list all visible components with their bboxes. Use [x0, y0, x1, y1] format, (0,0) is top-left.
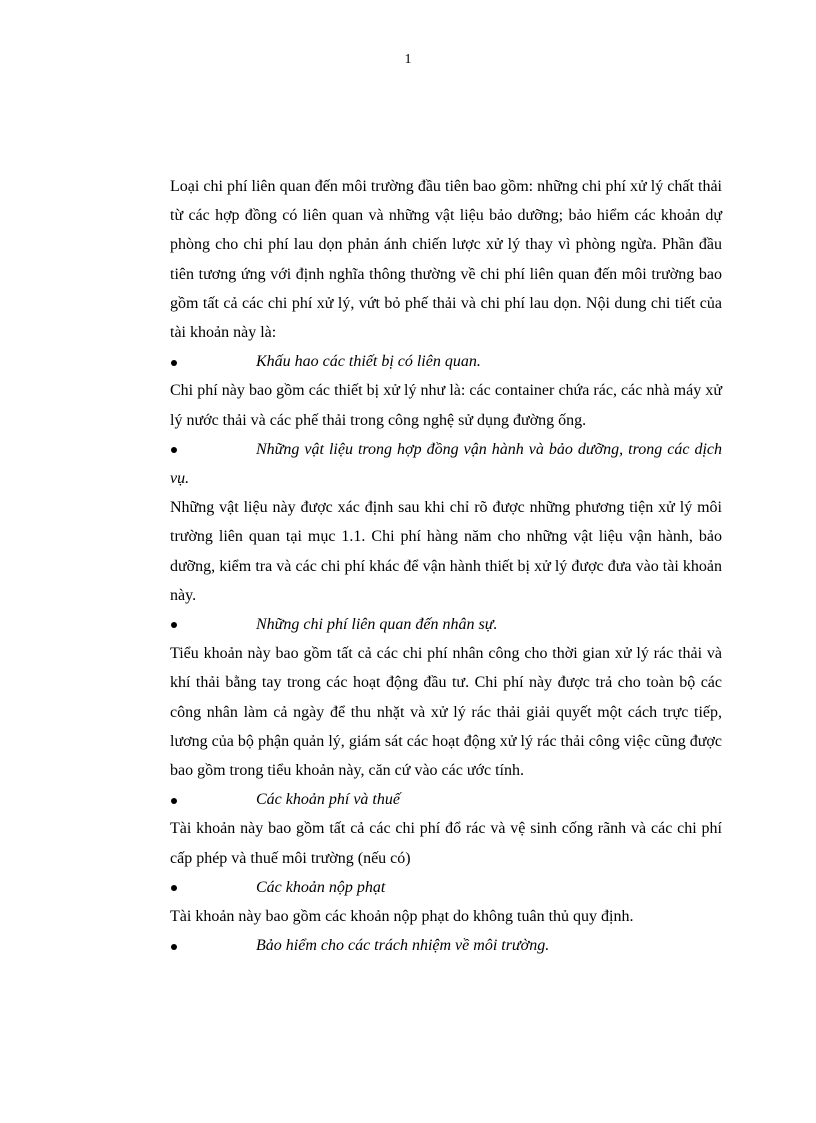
- page-number: 1: [404, 52, 412, 67]
- paragraph: Tài khoản này bao gồm tất cả các chi phí đổ rác và vệ sinh cống rãnh và các chi phí cấp phép và thuế môi trường (nếu có): [170, 820, 722, 867]
- bullet-heading: Bảo hiểm cho các trách nhiệm về môi trường.: [256, 937, 550, 955]
- bullet-item: [170, 785, 722, 814]
- bullet-icon: [170, 347, 256, 376]
- bullet-heading: Khấu hao các thiết bị có liên quan.: [256, 353, 481, 371]
- bullet-heading: Các khoản nộp phạt: [256, 878, 386, 896]
- document-body: [170, 172, 722, 960]
- bullet-heading: Các khoản phí và thuế: [256, 791, 400, 809]
- bullet-icon: [170, 785, 256, 814]
- bullet-icon: [170, 931, 256, 960]
- paragraph: Tiểu khoản này bao gồm tất cả các chi phí nhân công cho thời gian xử lý rác thải và khí thải bằng tay trong các hoạt động đầu tư. Chi phí này được trả cho toàn bộ các công nhân làm cả ngày để thu nhặt và xử lý rác thải giải quyết một cách trực tiếp, lương của bộ phận quản lý, giám sát các hoạt động xử lý rác thải công việc cũng được bao gồm trong tiểu khoản này, căn cứ vào các ước tính.: [170, 645, 722, 780]
- bullet-heading: Những chi phí liên quan đến nhân sự.: [256, 616, 498, 634]
- bullet-item: [170, 610, 722, 639]
- paragraph: Loại chi phí liên quan đến môi trường đầu tiên bao gồm: những chi phí xử lý chất thải từ các hợp đồng có liên quan và những vật liệu bảo dưỡng; bảo hiểm các khoản dự phòng cho chi phí lau dọn phản ánh chiến lược xử lý thay vì phòng ngừa. Phần đầu tiên tương ứng với định nghĩa thông thường về chi phí liên quan đến môi trường bao gồm tất cả các chi phí xử lý, vứt bỏ phế thải và chi phí lau dọn. Nội dung chi tiết của tài khoản này là:: [170, 178, 722, 342]
- paragraph: Những vật liệu này được xác định sau khi chỉ rõ được những phương tiện xử lý môi trường liên quan tại mục 1.1. Chi phí hàng năm cho những vật liệu vận hành, bảo dưỡng, kiểm tra và các chi phí khác để vận hành thiết bị xử lý được đưa vào tài khoản này.: [170, 499, 722, 604]
- bullet-item: [170, 931, 722, 960]
- paragraph: Chi phí này bao gồm các thiết bị xử lý như là: các container chứa rác, các nhà máy xử lý nước thải và các phế thải trong công nghệ sử dụng đường ống.: [170, 382, 722, 429]
- bullet-icon: [170, 610, 256, 639]
- bullet-icon: [170, 873, 256, 902]
- bullet-heading: Những vật liệu trong hợp đồng vận hành và bảo dưỡng, trong các dịch vụ.: [170, 440, 722, 488]
- bullet-item: [170, 873, 722, 902]
- bullet-item: [170, 435, 722, 493]
- bullet-item: [170, 347, 722, 376]
- bullet-icon: [170, 435, 256, 464]
- paragraph: Tài khoản này bao gồm các khoản nộp phạt do không tuân thủ quy định.: [170, 908, 634, 926]
